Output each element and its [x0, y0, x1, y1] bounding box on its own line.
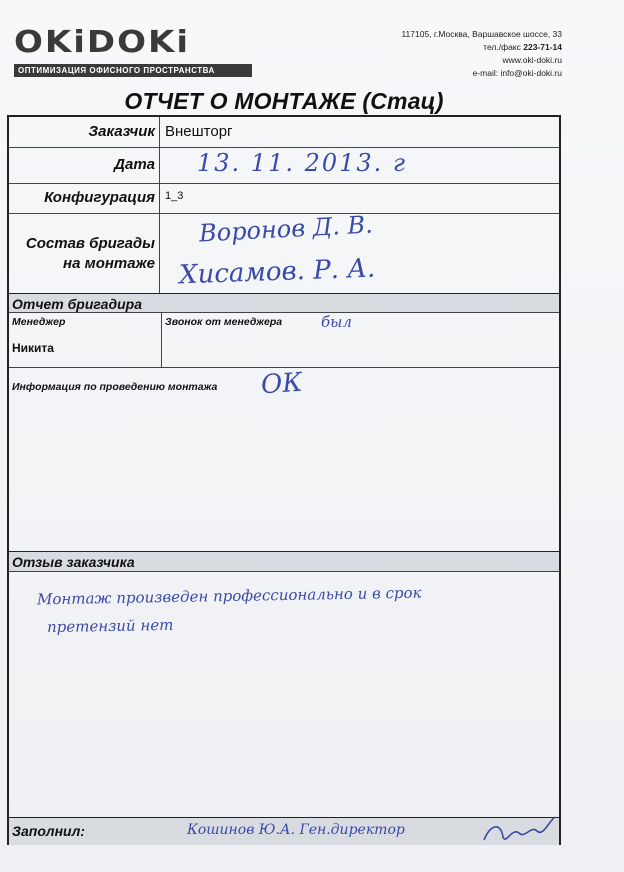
row-divider [9, 147, 559, 148]
review-line-1: Монтаж произведен профессионально и в срок [36, 583, 422, 609]
date-value: 13. 11. 2013. г [197, 149, 408, 177]
logo-subtitle: ОПТИМИЗАЦИЯ ОФИСНОГО ПРОСТРАНСТВА [14, 64, 252, 77]
filled-by-value: Кошинов Ю.А. Ген.директор [187, 822, 405, 838]
contact-phone-line [401, 41, 562, 54]
review-section-title: Отзыв заказчика [12, 554, 135, 570]
crew-member-2: Хисамов. Р. А. [178, 253, 376, 291]
customer-label: Заказчик [88, 123, 155, 140]
contact-block [401, 28, 562, 80]
row-divider [9, 213, 559, 214]
info-label: Информация по проведению монтажа [12, 381, 218, 393]
date-label: Дата [114, 156, 155, 173]
contact-email: e-mail: info@oki-doki.ru [472, 68, 562, 78]
column-divider [161, 312, 162, 367]
customer-value: Внешторг [165, 123, 233, 140]
config-label: Конфигурация [44, 189, 155, 206]
call-value: был [321, 313, 352, 331]
company-logo [14, 26, 252, 77]
logo-wordmark: OKiDOKi [14, 24, 191, 61]
row-divider [9, 183, 559, 184]
crew-member-1: Воронов Д. В. [198, 210, 374, 248]
call-label: Звонок от менеджера [165, 316, 283, 328]
row-divider [9, 312, 559, 313]
filled-by-label: Заполнил: [12, 823, 85, 839]
contact-phone-label: тел./факс [483, 42, 524, 52]
manager-label: Менеджер [12, 316, 66, 328]
manager-value: Никита [12, 341, 54, 355]
contact-website: www.oki-doki.ru [502, 55, 562, 65]
contact-address: 117105, г.Москва, Варшавское шоссе, 33 [401, 29, 562, 39]
row-divider [9, 571, 559, 572]
foreman-section-title: Отчет бригадира [12, 296, 143, 312]
review-line-2: претензий нет [46, 615, 174, 637]
config-value: 1_3 [165, 190, 184, 202]
signature-mark [479, 815, 559, 849]
info-value: ОК [260, 367, 304, 401]
column-divider [159, 117, 160, 293]
report-form [7, 115, 561, 845]
contact-phone: 223-71-14 [523, 42, 562, 52]
page-title: ОТЧЕТ О МОНТАЖЕ (Стац) [124, 88, 444, 114]
crew-label-line-1: Состав бригады [25, 235, 155, 252]
crew-label-line-2: на монтаже [63, 255, 155, 272]
